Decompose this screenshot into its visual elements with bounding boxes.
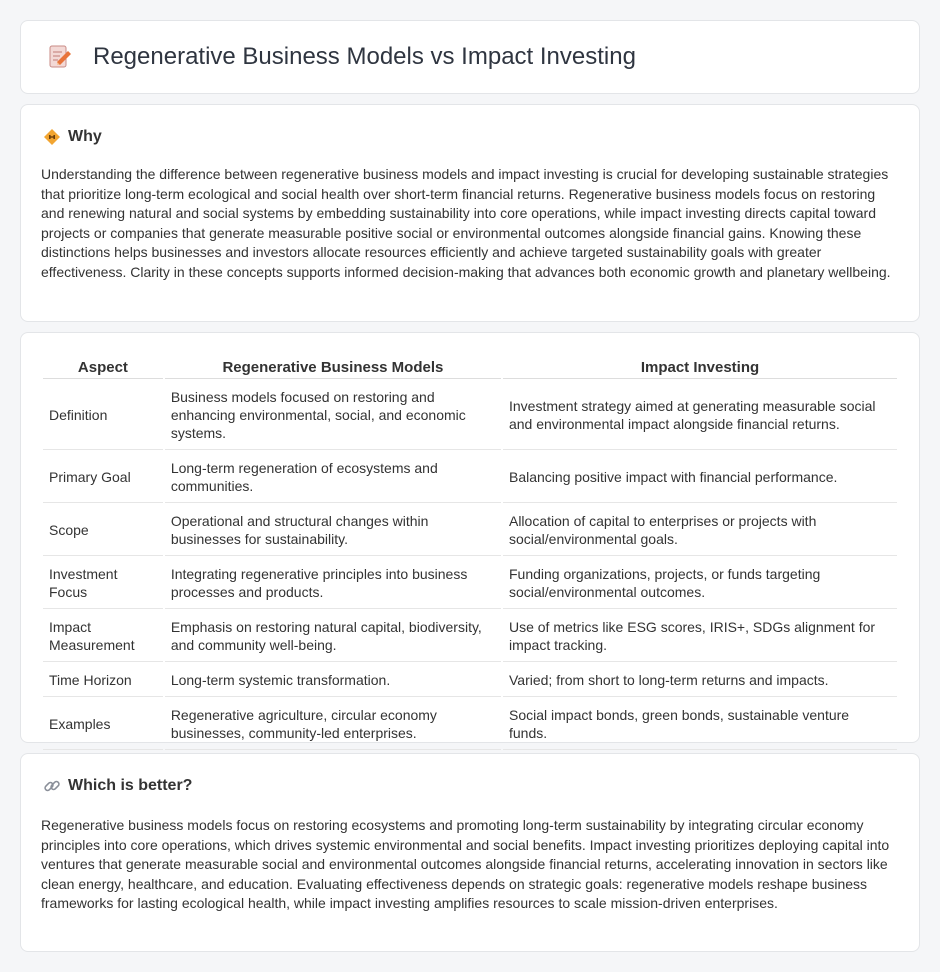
aspect-cell: Impact Measurement: [43, 611, 163, 662]
table-row: [43, 505, 897, 556]
regenerative-cell: Long-term regeneration of ecosystems and communities.: [165, 452, 501, 503]
regenerative-cell: Emphasis on restoring natural capital, biodiversity, and community well-being.: [165, 611, 501, 662]
table-row: [43, 664, 897, 697]
impact-cell: Varied; from short to long-term returns and impacts.: [503, 664, 897, 697]
header-card: [20, 20, 920, 94]
impact-cell: Funding organizations, projects, or funds targeting social/environmental outcomes.: [503, 558, 897, 609]
column-header-aspect: Aspect: [43, 353, 163, 379]
aspect-cell: Scope: [43, 505, 163, 556]
diamond-sign-icon: [43, 128, 61, 146]
table-row: [43, 452, 897, 503]
impact-cell: Allocation of capital to enterprises or projects with social/environmental goals.: [503, 505, 897, 556]
regenerative-cell: Integrating regenerative principles into business processes and products.: [165, 558, 501, 609]
comparison-section: [20, 332, 920, 743]
better-paragraph: Regenerative business models focus on restoring ecosystems and promoting long-term sustainability by integrating circular economy principles into core operations, which drives systemic environmental and social benefits. Impact investing prioritizes deploying capital into ventures that generate measurable social and environmental outcomes alongside financial returns, accelerating innovation in sectors like clean energy, healthcare, and education. Evaluating effectiveness depends on strategic goals: regenerative models reshape business frameworks for lasting ecological health, while impact investing amplifies resources to scale mission-driven enterprises.: [41, 817, 890, 911]
better-title: Which is better?: [68, 777, 193, 794]
aspect-cell: Examples: [43, 699, 163, 750]
why-section: [20, 104, 920, 322]
why-heading: [43, 128, 102, 146]
impact-cell: Balancing positive impact with financial performance.: [503, 452, 897, 503]
impact-cell: Use of metrics like ESG scores, IRIS+, SDGs alignment for impact tracking.: [503, 611, 897, 662]
column-header-regenerative: Regenerative Business Models: [165, 353, 501, 379]
title-row: [47, 43, 636, 71]
impact-cell: Social impact bonds, green bonds, sustainable venture funds.: [503, 699, 897, 750]
impact-cell: Investment strategy aimed at generating measurable social and environmental impact alongside financial returns.: [503, 381, 897, 450]
regenerative-cell: Regenerative agriculture, circular economy businesses, community-led enterprises.: [165, 699, 501, 750]
link-icon: [43, 777, 61, 795]
regenerative-cell: Long-term systemic transformation.: [165, 664, 501, 697]
aspect-cell: Investment Focus: [43, 558, 163, 609]
table-row: [43, 611, 897, 662]
document-pencil-icon: [47, 43, 73, 71]
comparison-table: [41, 351, 899, 752]
table-header-row: [43, 353, 897, 379]
regenerative-cell: Operational and structural changes within businesses for sustainability.: [165, 505, 501, 556]
aspect-cell: Time Horizon: [43, 664, 163, 697]
table-row: [43, 381, 897, 450]
regenerative-cell: Business models focused on restoring and enhancing environmental, social, and economic systems.: [165, 381, 501, 450]
aspect-cell: Definition: [43, 381, 163, 450]
why-title: Why: [68, 128, 102, 145]
better-heading: [43, 777, 192, 795]
page-title: Regenerative Business Models vs Impact Investing: [93, 43, 636, 70]
table-row: [43, 558, 897, 609]
which-is-better-section: [20, 753, 920, 952]
column-header-impact: Impact Investing: [503, 353, 897, 379]
aspect-cell: Primary Goal: [43, 452, 163, 503]
why-paragraph: Understanding the difference between regenerative business models and impact investing is crucial for developing sustainable strategies that prioritize long-term ecological and social health over short-term financial returns. Regenerative business models focus on restoring and renewing natural and social systems by embedding sustainability into core operations, while impact investing directs capital toward projects or companies that generate measurable positive social or environmental outcomes alongside financial gains. Knowing these distinctions helps businesses and investors allocate resources efficiently and achieve targeted sustainability goals with greater effectiveness. Clarity in these concepts supports informed decision-making that advances both economic growth and planetary wellbeing.: [41, 166, 891, 280]
table-row: [43, 699, 897, 750]
